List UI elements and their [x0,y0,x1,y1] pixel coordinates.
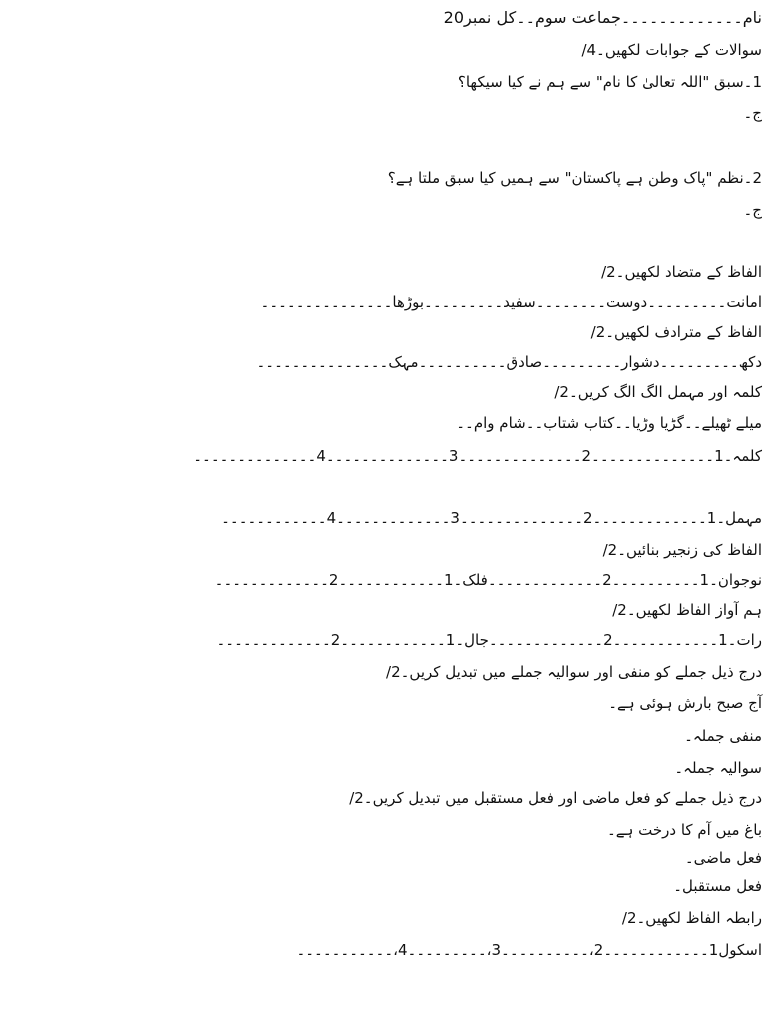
negative-question-sentence: آج صبح بارش ہوئی ہے۔ [608,694,762,712]
qa-heading: سوالات کے جوابات لکھیں۔4/ [581,41,762,59]
worksheet-title: نام۔۔۔۔۔۔۔۔۔۔۔۔۔جماعت سوم۔۔کل نمبر20 [443,8,762,27]
homophones-heading: ہم آواز الفاظ لکھیں۔2/ [612,601,762,619]
mohmal-line: مہمل۔1۔۔۔۔۔۔۔۔۔۔۔۔۔2۔۔۔۔۔۔۔۔۔۔۔۔۔۔3۔۔۔۔۔۔۔۔۔۔۔۔۔4۔۔۔۔۔۔۔۔۔۔۔۔ [221,509,762,527]
question-2: 2۔نظم "پاک وطن ہے پاکستان" سے ہمیں کیا سبق ملتا ہے؟ [387,169,762,187]
kalma-mohmal-heading: کلمہ اور مہمل الگ الگ کریں۔2/ [554,383,762,401]
chain-items: نوجوان۔1۔۔۔۔۔۔۔۔۔۔2۔۔۔۔۔۔۔۔۔۔۔۔۔فلک۔1۔۔۔۔۔۔۔۔۔۔۔۔2۔۔۔۔۔۔۔۔۔۔۔۔۔ [214,571,762,589]
link-words-heading: رابطہ الفاظ لکھیں۔2/ [621,909,762,927]
homophones-items: رات۔1۔۔۔۔۔۔۔۔۔۔۔۔2۔۔۔۔۔۔۔۔۔۔۔۔۔جال۔1۔۔۔۔۔۔۔۔۔۔۔۔2۔۔۔۔۔۔۔۔۔۔۔۔۔ [216,631,762,649]
negative-sentence-label: منفی جملہ۔ [684,727,762,745]
tense-heading: درج ذیل جملے کو فعل ماضی اور فعل مستقبل میں تبدیل کریں۔2/ [349,789,762,807]
chain-heading: الفاظ کی زنجیر بنائیں۔2/ [602,541,762,559]
question-1: 1۔سبق "اللہ تعالیٰ کا نام" سے ہم نے کیا سیکھا؟ [457,73,762,91]
synonyms-heading: الفاظ کے مترادف لکھیں۔2/ [590,323,762,341]
tense-sentence: باغ میں آم کا درخت ہے۔ [607,821,762,839]
past-tense-label: فعل ماضی۔ [684,849,762,867]
opposites-heading: الفاظ کے متضاد لکھیں۔2/ [601,263,762,281]
link-words-items: اسکول1۔۔۔۔۔۔۔۔۔۔۔۔2،۔۔۔۔۔۔۔۔۔۔3،۔۔۔۔۔۔۔۔۔4،۔۔۔۔۔۔۔۔۔۔۔ [296,941,762,959]
future-tense-label: فعل مستقبل۔ [673,877,762,895]
negative-question-heading: درج ذیل جملے کو منفی اور سوالیہ جملے میں تبدیل کریں۔2/ [386,663,762,681]
kalma-mohmal-words: میلے ٹھیلے۔۔گڑیا وڑیا۔۔کتاب شتاب۔۔شام وام۔۔ [456,414,762,432]
answer-1-label: ج۔ [743,104,762,122]
answer-2-label: ج۔ [743,201,762,219]
question-sentence-label: سوالیہ جملہ۔ [674,759,762,777]
opposites-items: امانت۔۔۔۔۔۔۔۔۔دوست۔۔۔۔۔۔۔۔سفید۔۔۔۔۔۔۔۔۔بوڑھا۔۔۔۔۔۔۔۔۔۔۔۔۔۔۔ [260,293,762,311]
kalma-line: کلمہ۔1۔۔۔۔۔۔۔۔۔۔۔۔۔۔2۔۔۔۔۔۔۔۔۔۔۔۔۔۔3۔۔۔۔۔۔۔۔۔۔۔۔۔۔4۔۔۔۔۔۔۔۔۔۔۔۔۔۔ [193,447,762,465]
synonyms-items: دکھ۔۔۔۔۔۔۔۔۔دشوار۔۔۔۔۔۔۔۔۔صادق۔۔۔۔۔۔۔۔۔۔مہک۔۔۔۔۔۔۔۔۔۔۔۔۔۔۔ [256,353,762,371]
